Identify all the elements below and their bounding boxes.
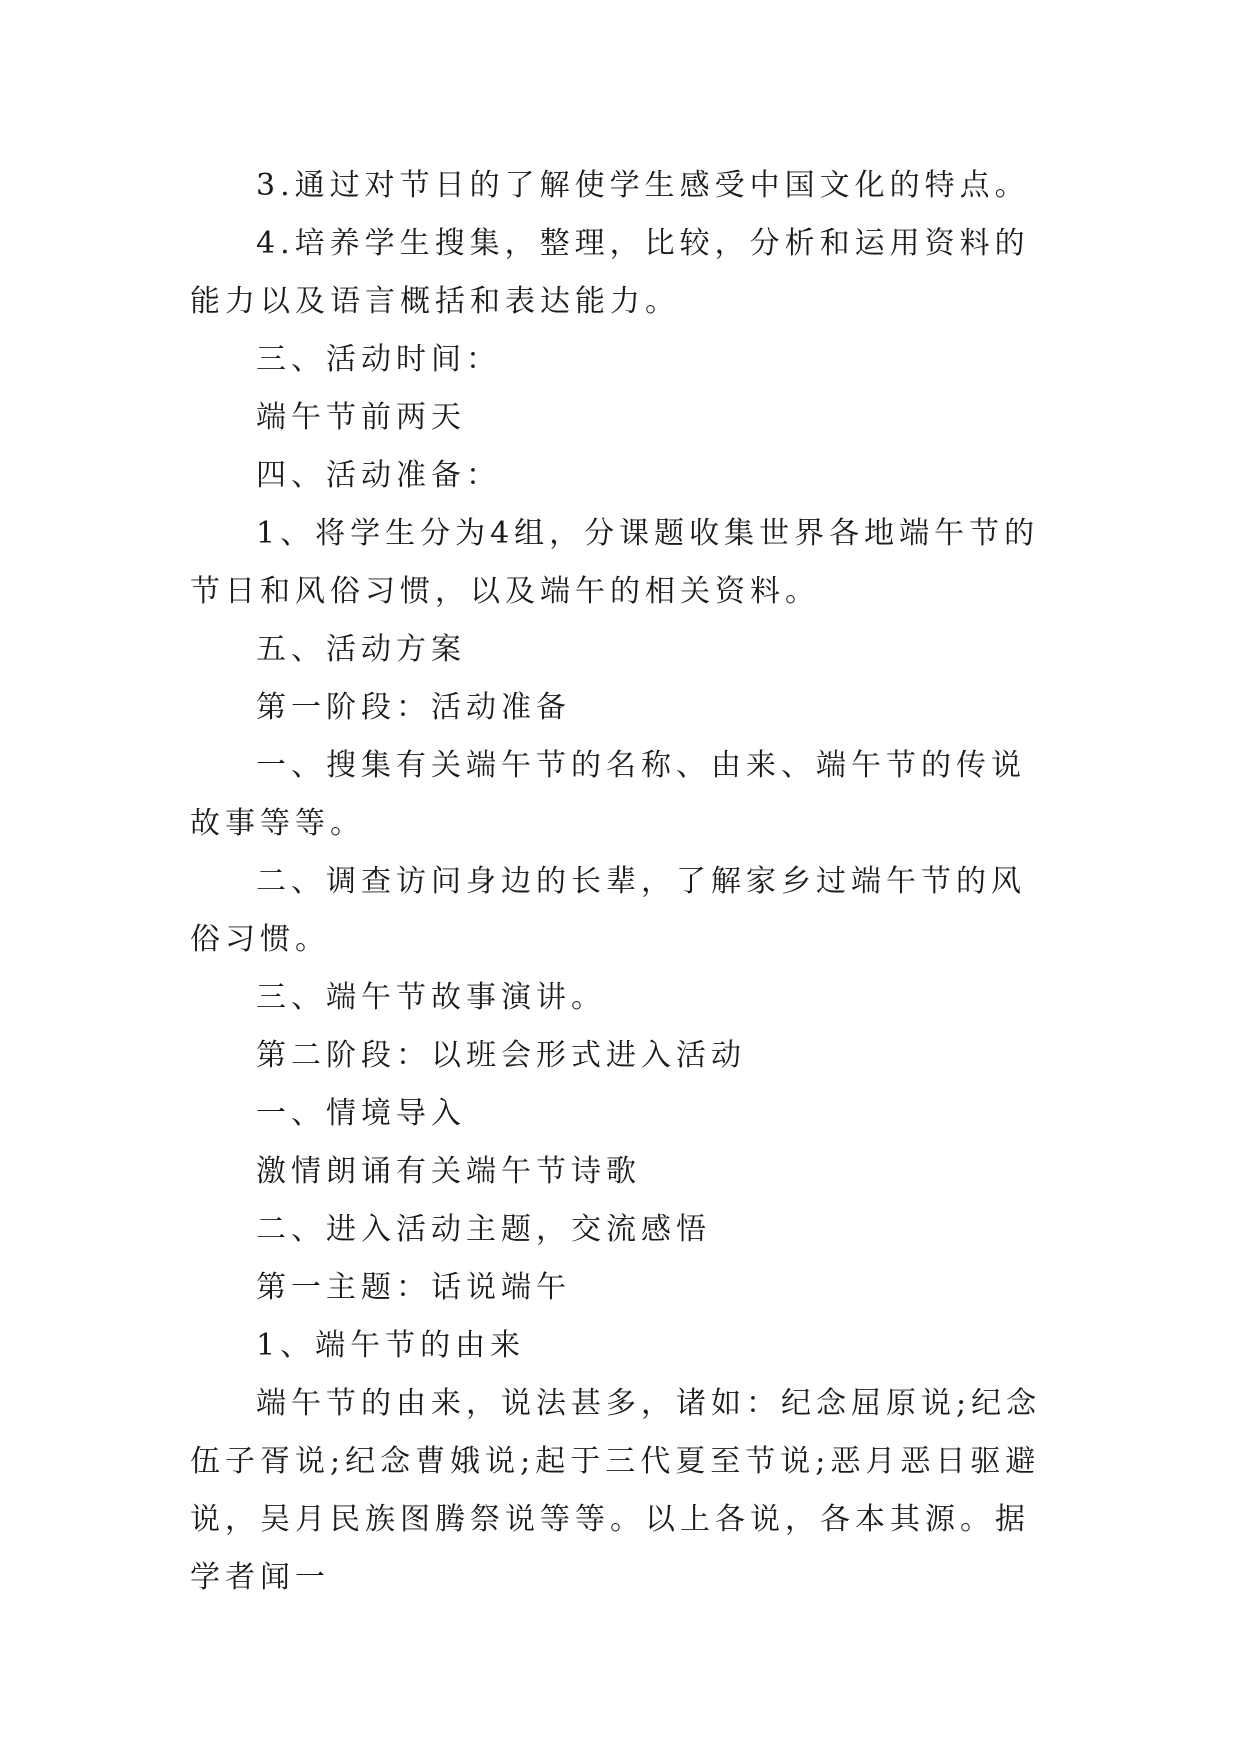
paragraph-goal-4: 4.培养学生搜集，整理，比较，分析和运用资料的能力以及语言概括和表达能力。 xyxy=(190,226,1030,319)
heading-activity-preparation: 四、活动准备： xyxy=(256,458,501,493)
heading-enter-theme: 二、进入活动主题，交流感悟 xyxy=(256,1212,711,1247)
paragraph-stage-one-item-3: 三、端午节故事演讲。 xyxy=(256,980,606,1015)
heading-stage-one: 第一阶段：活动准备 xyxy=(256,690,571,725)
document-body xyxy=(190,157,1050,1607)
paragraph-preparation-1: 1、将学生分为4组，分课题收集世界各地端午节的节日和风俗习惯，以及端午的相关资料。 xyxy=(190,516,1040,609)
heading-stage-two: 第二阶段：以班会形式进入活动 xyxy=(256,1038,746,1073)
paragraph-poem-recital: 激情朗诵有关端午节诗歌 xyxy=(256,1154,641,1189)
paragraph-goal-3: 3.通过对节日的了解使学生感受中国文化的特点。 xyxy=(256,168,1030,203)
paragraph-festival-origin: 端午节的由来，说法甚多，诸如：纪念屈原说;纪念伍子胥说;纪念曹娥说;起于三代夏至节说;恶月恶日驱避说，吴月民族图腾祭说等等。以上各说，各本其源。据学者闻一 xyxy=(190,1386,1042,1595)
heading-theme-one: 第一主题：话说端午 xyxy=(256,1270,571,1305)
heading-festival-origin: 1、端午节的由来 xyxy=(256,1328,526,1363)
heading-situation-intro: 一、情境导入 xyxy=(256,1096,466,1131)
paragraph-activity-time: 端午节前两天 xyxy=(256,400,466,435)
heading-activity-time: 三、活动时间： xyxy=(256,342,501,377)
heading-activity-plan: 五、活动方案 xyxy=(256,632,466,667)
paragraph-stage-one-item-2: 二、调查访问身边的长辈，了解家乡过端午节的风俗习惯。 xyxy=(190,864,1026,957)
paragraph-stage-one-item-1: 一、搜集有关端午节的名称、由来、端午节的传说故事等等。 xyxy=(190,748,1026,841)
